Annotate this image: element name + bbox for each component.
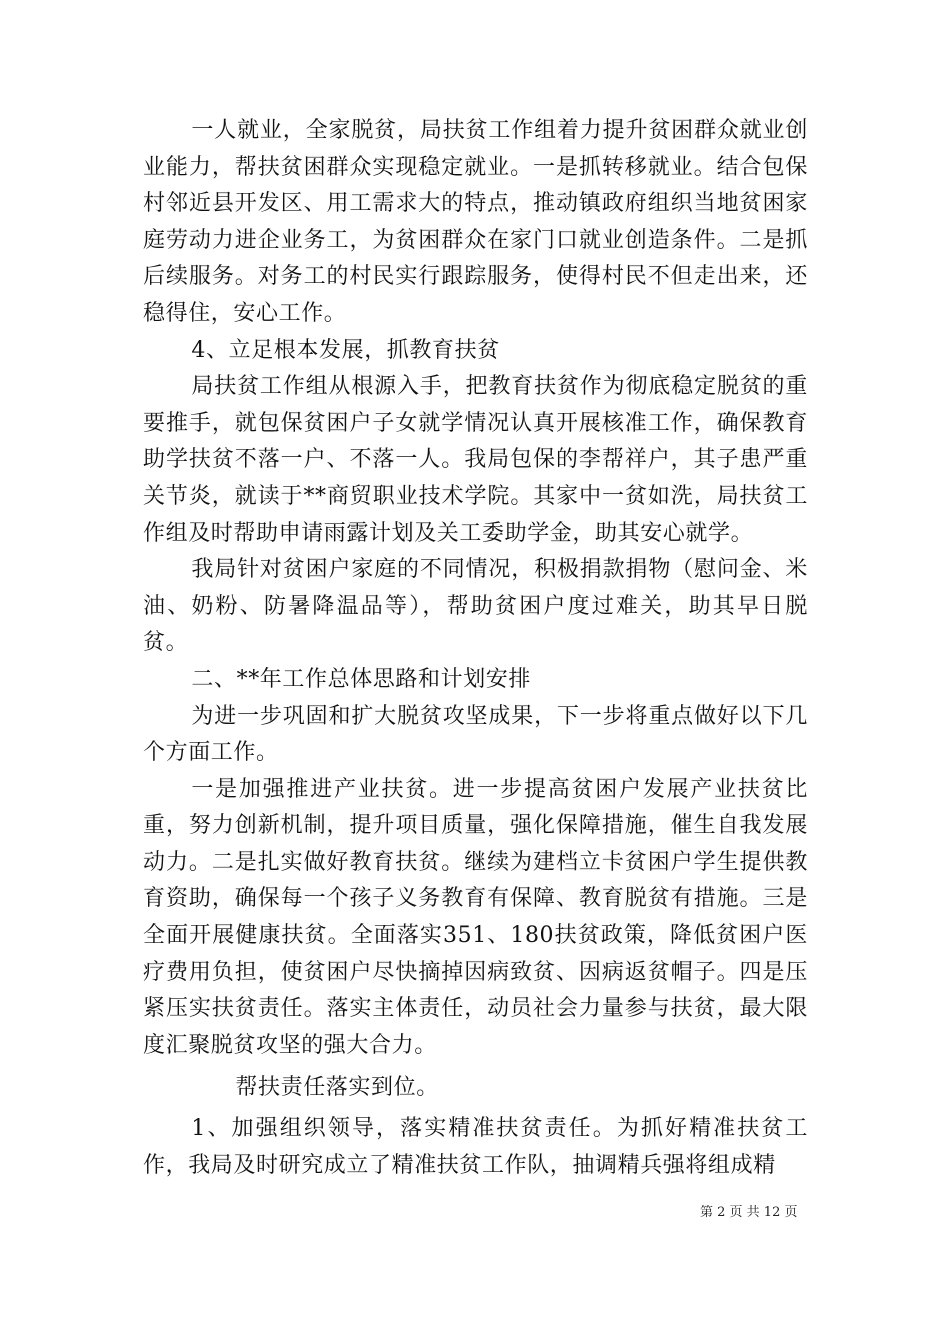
page-number-footer: 第 2 页 共 12 页 [700, 1205, 798, 1220]
section-heading-plan: 二、**年工作总体思路和计划安排 [191, 666, 531, 692]
paragraph-education: 局扶贫工作组从根源入手，把教育扶贫作为彻底稳定脱贫的重要推手，就包保贫困户子女就学情况认真开展核准工作，确保教育助学扶贫不落一户、不落一人。我局包保的李帮祥户，其子患严重关节炎，就读于**商贸职业技术学院。其家中一贫如洗，局扶贫工作组及时帮助申请雨露计划及关工委助学金，助其安心就学。 [143, 374, 808, 546]
paragraph-donations: 我局针对贫困户家庭的不同情况，积极捐款捐物（慰问金、米油、奶粉、防暑降温品等），帮助贫困户度过难关，助其早日脱贫。 [143, 557, 808, 656]
paragraph-leadership: 1、加强组织领导，落实精准扶贫责任。为抓好精准扶贫工作，我局及时研究成立了精准扶贫工作队，抽调精兵强将组成精 [143, 1116, 808, 1178]
paragraph-responsibility: 帮扶责任落实到位。 [235, 1075, 439, 1101]
document-body [143, 113, 808, 1184]
paragraph-employment: 一人就业，全家脱贫，局扶贫工作组着力提升贫困群众就业创业能力，帮扶贫困群众实现稳定就业。一是抓转移就业。结合包保村邻近县开发区、用工需求大的特点，推动镇政府组织当地贫困家庭劳动力进企业务工，为贫困群众在家门口就业创造条件。二是抓后续服务。对务工的村民实行跟踪服务，使得村民不但走出来，还稳得住，安心工作。 [143, 118, 808, 326]
paragraph-plan-intro: 为进一步巩固和扩大脱贫攻坚成果，下一步将重点做好以下几个方面工作。 [143, 703, 808, 766]
paragraph-plan-details: 一是加强推进产业扶贫。进一步提高贫困户发展产业扶贫比重，努力创新机制，提升项目质量，强化保障措施，催生自我发展动力。二是扎实做好教育扶贫。继续为建档立卡贫困户学生提供教育资助，确保每一个孩子义务教育有保障、教育脱贫有措施。三是全面开展健康扶贫。全面落实351、180扶贫政策，降低贫困户医疗费用负担，使贫困户尽快摘掉因病致贫、因病返贫帽子。四是压紧压实扶贫责任。落实主体责任，动员社会力量参与扶贫，最大限度汇聚脱贫攻坚的强大合力。 [143, 776, 808, 1058]
section-heading-education: 4、立足根本发展，抓教育扶贫 [191, 337, 500, 363]
